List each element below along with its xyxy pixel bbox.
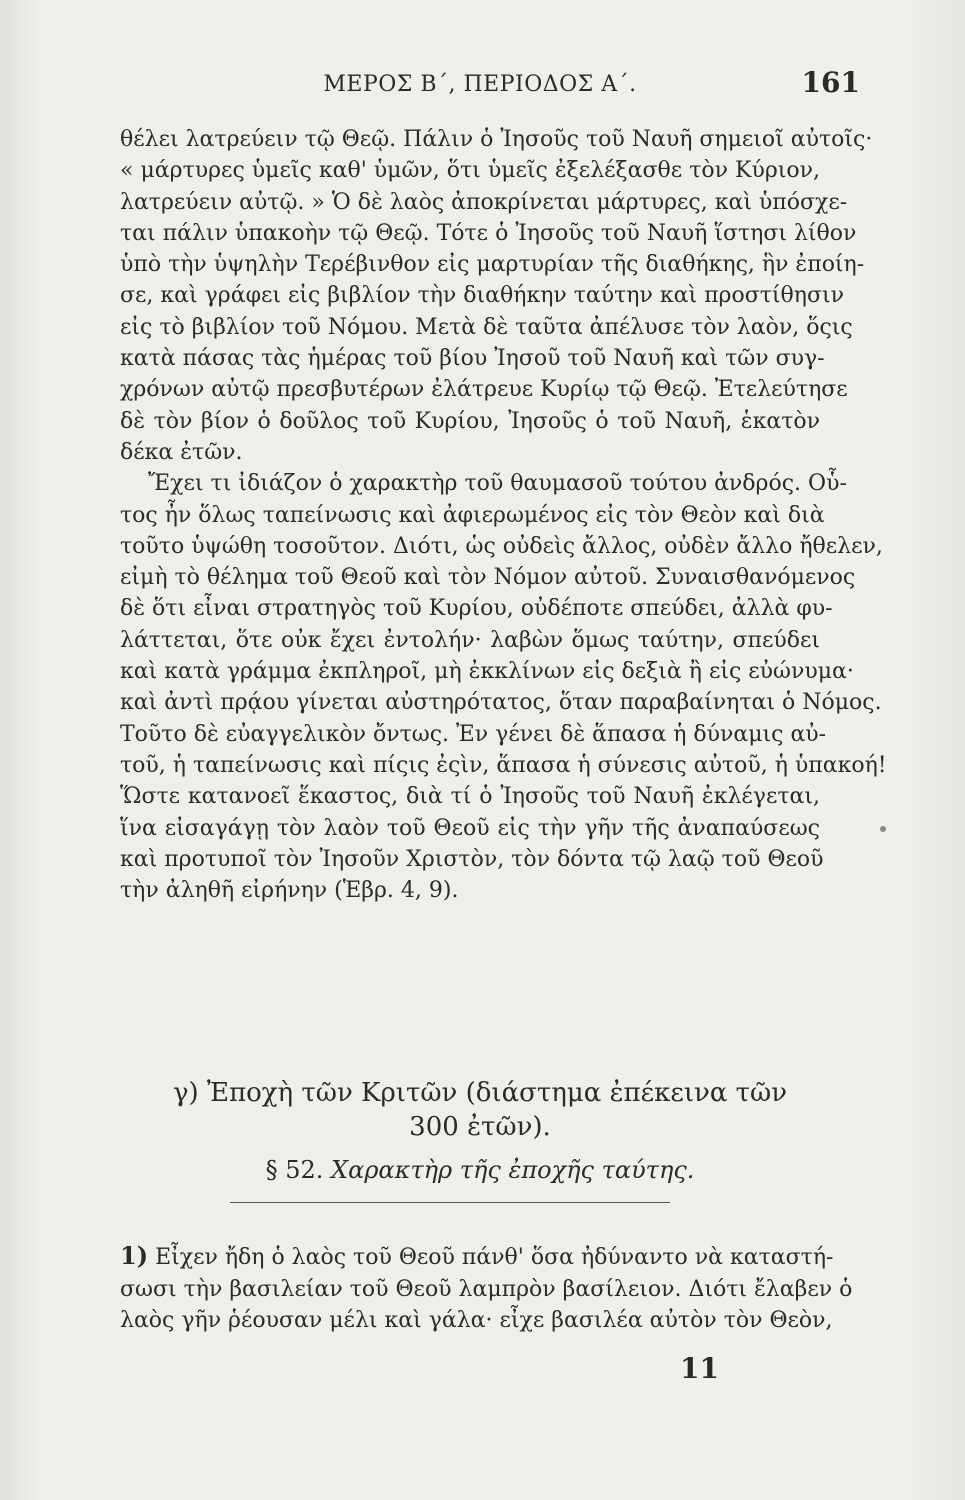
body-text (120, 124, 887, 906)
text-line: ὑπὸ τὴν ὑψηλὴν Τερέβινθον εἰς μαρτυρίαν τῆς διαθήκης, ἣν ἐποίη- (120, 252, 865, 278)
page-header (100, 66, 860, 106)
text-line (120, 1240, 834, 1274)
text-line: κατὰ πάσας τὰς ἡμέρας τοῦ βίου Ἰησοῦ τοῦ Ναυῆ καὶ τῶν συγ- (120, 346, 825, 372)
text-line: ται πάλιν ὑπακοὴν τῷ Θεῷ. Τότε ὁ Ἰησοῦς τοῦ Ναυῆ ἵστησι λίθον (120, 220, 857, 246)
ink-speck (880, 826, 886, 832)
text-line: σωσι τὴν βασιλείαν τοῦ Θεοῦ λαμπρὸν βασίλειον. Διότι ἔλαβεν ὁ (120, 1276, 853, 1302)
text-line: εἰμὴ τὸ θέλημα τοῦ Θεοῦ καὶ τὸν Νόμον αὐτοῦ. Συναισθανόμενος (120, 565, 856, 591)
text-line: λατρεύειν αὐτῷ. » Ὁ δὲ λαὸς ἀποκρίνεται μάρτυρες, καὶ ὑπόσχε- (120, 189, 848, 215)
subsection-number: § 52. (265, 1156, 324, 1184)
paragraph-3 (120, 1240, 853, 1337)
text-line: τοῦτο ὑψώθη τοσοῦτον. Διότι, ὡς οὐδεὶς ἄλλος, οὐδὲν ἄλλο ἤθελεν, (120, 533, 883, 559)
text-line: δὲ τὸν βίον ὁ δοῦλος τοῦ Κυρίου, Ἰησοῦς ὁ τοῦ Ναυῆ, ἑκατὸν (120, 408, 820, 434)
section-heading-line-1: γ) Ἐποχὴ τῶν Κριτῶν (διάστημα ἐπέκεινα τῶν (172, 1078, 788, 1108)
text-line: θέλει λατρεύειν τῷ Θεῷ. Πάλιν ὁ Ἰησοῦς τοῦ Ναυῆ σημειοῖ αὐτοῖς· (120, 127, 873, 152)
text-fragment: Εἶχεν ἤδη ὁ λαὸς τοῦ Θεοῦ πάνθ' ὅσα ἠδύναντο νὰ καταστή- (155, 1245, 834, 1270)
signature-mark: 11 (680, 1352, 719, 1385)
paragraph-2 (120, 468, 887, 906)
running-head: ΜΕΡΟΣ Β΄, ΠΕΡΙΟΔΟΣ Α΄. (323, 72, 637, 97)
section-heading (120, 1076, 840, 1144)
subsection-heading (120, 1156, 840, 1184)
text-line: δέκα ἐτῶν. (120, 439, 243, 465)
text-line: τος ἦν ὅλως ταπείνωσις καὶ ἀφιερωμένος εἰς τὸν Θεὸν καὶ διὰ (120, 502, 825, 528)
text-line: Ἔχει τι ἰδιάζον ὁ χαρακτὴρ τοῦ θαυμασοῦ τούτου ἀνδρός. Οὗ- (148, 471, 847, 497)
text-line: « μάρτυρες ὑμεῖς καθ' ὑμῶν, ὅτι ὑμεῖς ἐξελέξασθε τὸν Κύριον, (120, 158, 820, 184)
page-number: 161 (801, 66, 860, 99)
text-line: λαὸς γῆν ῥέουσαν μέλι καὶ γάλα· εἶχε βασιλέα αὐτὸν τὸν Θεὸν, (120, 1308, 833, 1333)
text-line: εἰς τὸ βιβλίον τοῦ Νόμου. Μετὰ δὲ ταῦτα ἀπέλυσε τὸν λαὸν, ὅςις (120, 314, 853, 340)
subsection-title: Χαρακτὴρ τῆς ἐποχῆς ταύτης. (331, 1156, 695, 1184)
section-heading-line-2: 300 ἐτῶν). (409, 1112, 551, 1142)
text-line: Ὥστε κατανοεῖ ἕκαστος, διὰ τί ὁ Ἰησοῦς τοῦ Ναυῆ ἐκλέγεται, (120, 784, 820, 810)
text-line: σε, καὶ γράφει εἰς βιβλίον τὴν διαθήκην ταύτην καὶ προστίθησιν (120, 283, 844, 309)
text-line: τοῦ, ἡ ταπείνωσις καὶ πίςις ἐςὶν, ἅπασα ἡ σύνεσις αὐτοῦ, ἡ ὑπακοή! (120, 752, 887, 778)
paragraph-1 (120, 124, 873, 468)
text-line: τὴν ἀληθῆ εἰρήνην (Ἑβρ. 4, 9). (120, 878, 459, 904)
text-line: καὶ κατὰ γράμμα ἐκπληροῖ, μὴ ἐκκλίνων εἰς δεξιὰ ἢ εἰς εὐώνυμα· (120, 659, 854, 685)
text-line: χρόνων αὐτῷ πρεσβυτέρων ἐλάτρευε Κυρίῳ τῷ Θεῷ. Ἐτελεύτησε (120, 377, 848, 403)
text-line: Τοῦτο δὲ εὐαγγελικὸν ὄντως. Ἐν γένει δὲ ἅπασα ἡ δύναμις αὐ- (120, 721, 827, 747)
heading-rule (230, 1202, 670, 1203)
text-line: ἵνα εἰσαγάγῃ τὸν λαὸν τοῦ Θεοῦ εἰς τὴν γῆν τῆς ἀναπαύσεως (120, 815, 820, 841)
text-line: καὶ ἀντὶ πρᾴου γίνεται αὐστηρότατος, ὅταν παραβαίνηται ὁ Νόμος. (120, 690, 882, 716)
list-number: 1) (120, 1241, 149, 1270)
text-line: λάττεται, ὅτε οὐκ ἔχει ἐντολήν· λαβὼν ὅμως ταύτην, σπεύδει (120, 627, 820, 653)
paragraph-3-text (120, 1240, 853, 1337)
text-line: καὶ προτυποῖ τὸν Ἰησοῦν Χριστὸν, τὸν δόντα τῷ λαῷ τοῦ Θεοῦ (120, 846, 824, 872)
text-line: δὲ ὅτι εἶναι στρατηγὸς τοῦ Κυρίου, οὐδέποτε σπεύδει, ἀλλὰ φυ- (120, 596, 833, 622)
